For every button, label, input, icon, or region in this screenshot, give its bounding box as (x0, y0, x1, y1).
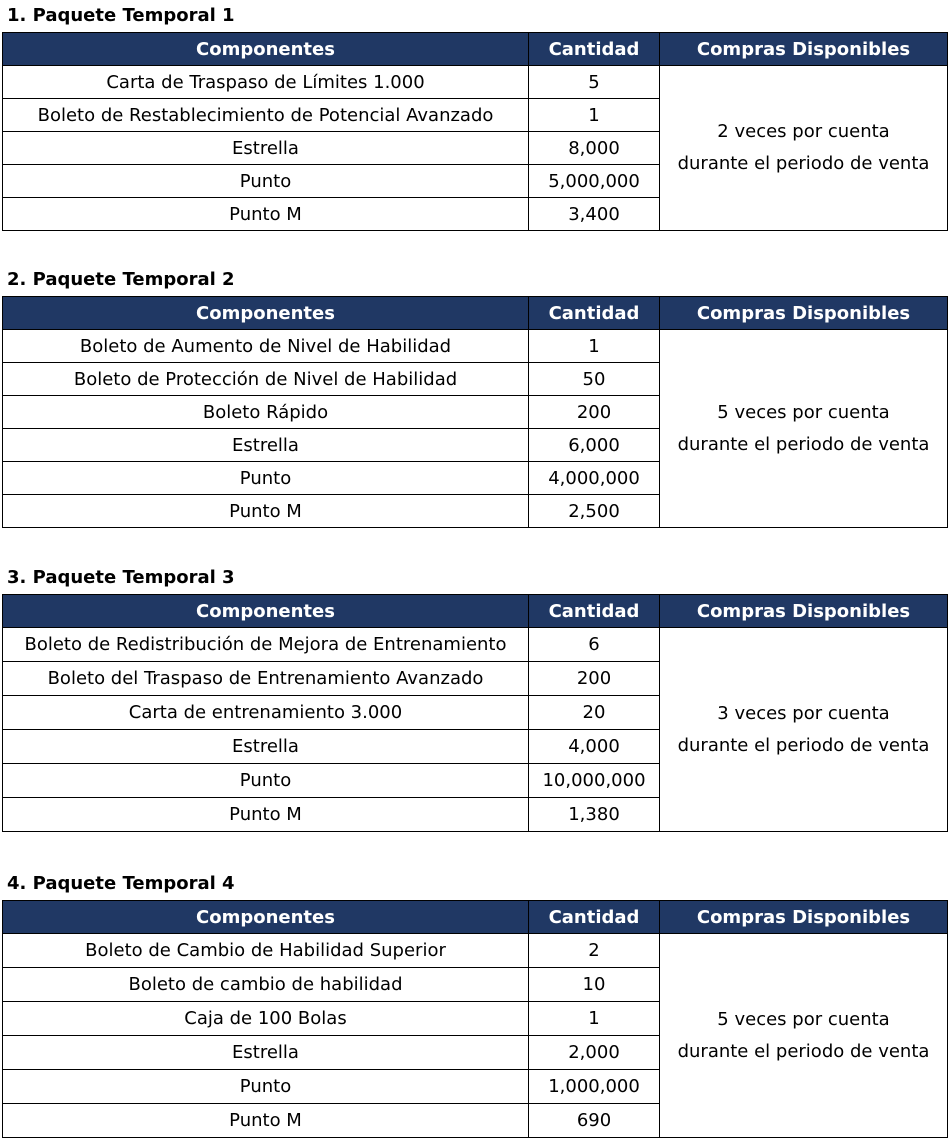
component-name: Boleto de Cambio de Habilidad Superior (3, 934, 529, 968)
purchases-line-1: 2 veces por cuenta (717, 121, 890, 142)
table-header-row (3, 901, 948, 934)
package-table (2, 594, 948, 832)
component-name: Punto (3, 764, 529, 798)
component-quantity: 10,000,000 (529, 764, 660, 798)
header-components: Componentes (3, 901, 529, 934)
purchases-line-2: durante el periodo de venta (677, 153, 930, 174)
component-name: Punto (3, 462, 529, 495)
purchases-available (660, 934, 948, 1138)
package-table (2, 296, 948, 528)
component-name: Boleto del Traspaso de Entrenamiento Avanzado (3, 662, 529, 696)
purchases-line-2: durante el periodo de venta (677, 734, 930, 756)
purchases-line-2: durante el periodo de venta (677, 1040, 930, 1062)
component-name: Estrella (3, 429, 529, 462)
component-quantity: 1,000,000 (529, 1070, 660, 1104)
component-quantity: 5 (529, 66, 660, 99)
component-name: Boleto de cambio de habilidad (3, 968, 529, 1002)
component-quantity: 6 (529, 628, 660, 662)
component-name: Estrella (3, 730, 529, 764)
component-quantity: 4,000 (529, 730, 660, 764)
header-quantity: Cantidad (529, 297, 660, 330)
component-quantity: 4,000,000 (529, 462, 660, 495)
component-quantity: 1 (529, 330, 660, 363)
header-quantity: Cantidad (529, 33, 660, 66)
table-row (3, 66, 948, 99)
purchases-available (660, 66, 948, 231)
purchases-line-1: 5 veces por cuenta (717, 401, 890, 423)
table-row (3, 330, 948, 363)
purchases-line-1: 5 veces por cuenta (717, 1008, 890, 1030)
component-name: Punto M (3, 1104, 529, 1138)
component-quantity: 6,000 (529, 429, 660, 462)
component-quantity: 2 (529, 934, 660, 968)
package-title: 2. Paquete Temporal 2 (7, 269, 235, 290)
component-name: Carta de Traspaso de Límites 1.000 (3, 66, 529, 99)
header-purchases: Compras Disponibles (660, 33, 948, 66)
component-name: Punto M (3, 495, 529, 528)
package-title: 3. Paquete Temporal 3 (7, 567, 235, 588)
table-header-row (3, 595, 948, 628)
purchases-line-2: durante el periodo de venta (677, 433, 930, 455)
component-quantity: 50 (529, 363, 660, 396)
table-header-row (3, 33, 948, 66)
component-quantity: 1 (529, 99, 660, 132)
header-components: Componentes (3, 297, 529, 330)
package-title: 1. Paquete Temporal 1 (7, 5, 235, 26)
component-quantity: 2,500 (529, 495, 660, 528)
component-quantity: 690 (529, 1104, 660, 1138)
component-quantity: 3,400 (529, 198, 660, 231)
component-name: Caja de 100 Bolas (3, 1002, 529, 1036)
component-quantity: 2,000 (529, 1036, 660, 1070)
component-name: Estrella (3, 1036, 529, 1070)
header-components: Componentes (3, 33, 529, 66)
component-name: Boleto Rápido (3, 396, 529, 429)
component-name: Boleto de Aumento de Nivel de Habilidad (3, 330, 529, 363)
purchases-line-1: 3 veces por cuenta (717, 702, 890, 724)
purchases-available (660, 330, 948, 528)
component-name: Punto (3, 1070, 529, 1104)
component-quantity: 8,000 (529, 132, 660, 165)
package-title: 4. Paquete Temporal 4 (7, 873, 235, 894)
component-name: Punto M (3, 798, 529, 832)
table-header-row (3, 297, 948, 330)
table-row (3, 628, 948, 662)
package-table (2, 32, 948, 231)
component-quantity: 20 (529, 696, 660, 730)
package-table (2, 900, 948, 1138)
header-components: Componentes (3, 595, 529, 628)
header-quantity: Cantidad (529, 901, 660, 934)
header-purchases: Compras Disponibles (660, 297, 948, 330)
component-quantity: 200 (529, 396, 660, 429)
component-name: Carta de entrenamiento 3.000 (3, 696, 529, 730)
component-name: Estrella (3, 132, 529, 165)
table-row (3, 934, 948, 968)
purchases-available (660, 628, 948, 832)
header-purchases: Compras Disponibles (660, 595, 948, 628)
component-name: Punto M (3, 198, 529, 231)
component-name: Boleto de Restablecimiento de Potencial Avanzado (3, 99, 529, 132)
header-quantity: Cantidad (529, 595, 660, 628)
component-quantity: 10 (529, 968, 660, 1002)
component-quantity: 1 (529, 1002, 660, 1036)
component-quantity: 5,000,000 (529, 165, 660, 198)
component-quantity: 1,380 (529, 798, 660, 832)
header-purchases: Compras Disponibles (660, 901, 948, 934)
component-name: Punto (3, 165, 529, 198)
component-name: Boleto de Redistribución de Mejora de Entrenamiento (3, 628, 529, 662)
component-quantity: 200 (529, 662, 660, 696)
component-name: Boleto de Protección de Nivel de Habilidad (3, 363, 529, 396)
